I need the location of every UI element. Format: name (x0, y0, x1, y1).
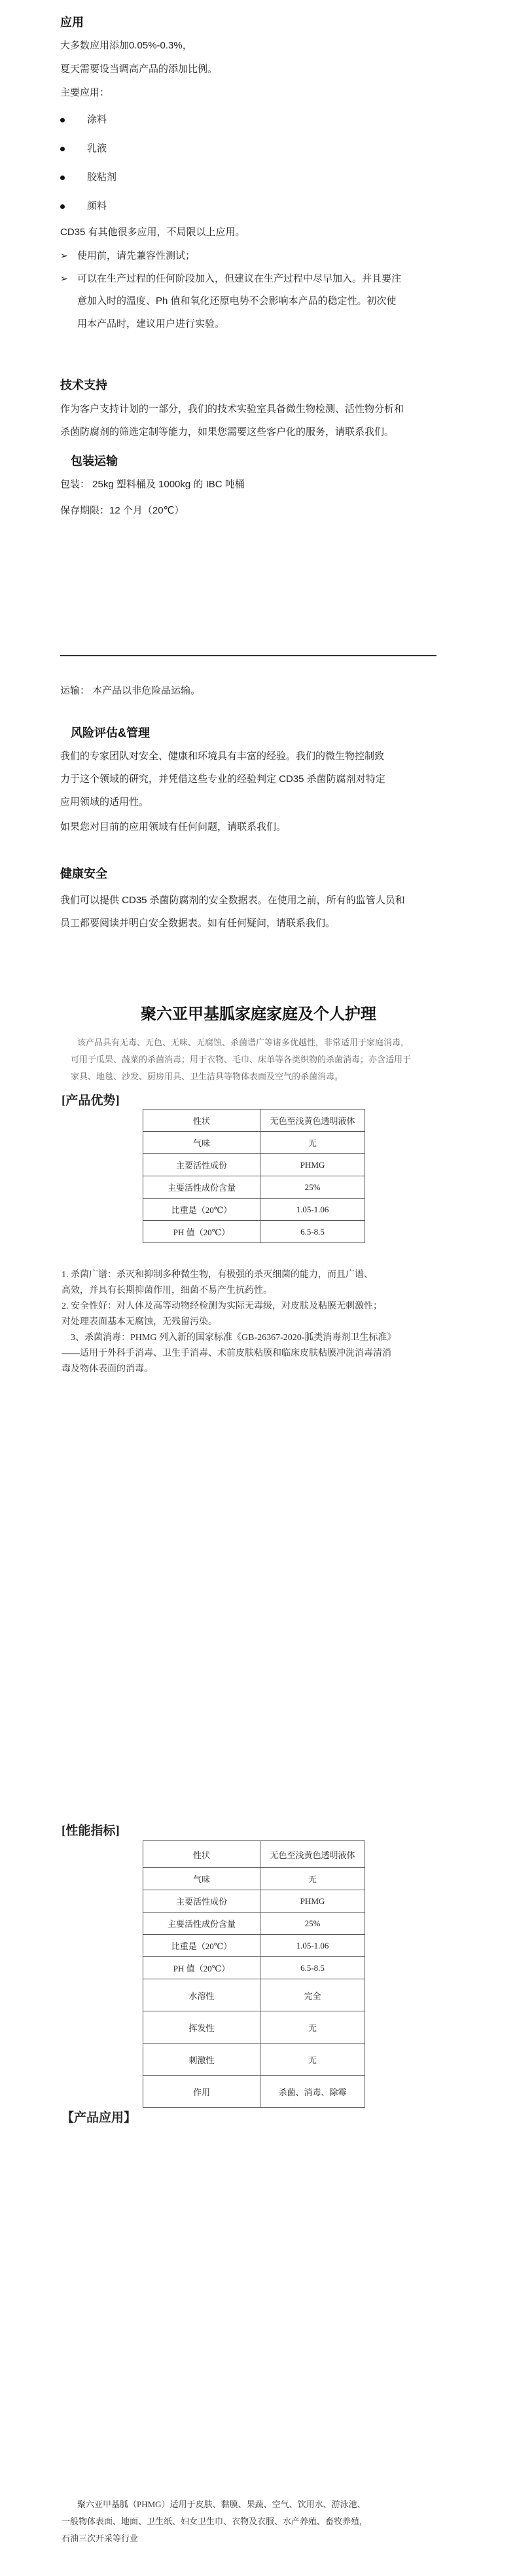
tech-support-title: 技术支持 (60, 379, 107, 392)
application-item: 乳液 (60, 139, 107, 159)
product-application-label: 【产品应用】 (62, 2111, 137, 2125)
advantage-2: 2. 安全性好：对人体及高等动物经检测为实际无毒级，对皮肤及粘膜无刺激性； (62, 1301, 382, 1311)
phmg-intro: 可用于瓜果、蔬菜的杀菌消毒；用于衣物、毛巾、床单等各类织物的杀菌消毒；亦含适用于 (71, 1055, 412, 1064)
table-row: 比重是（20℃） 1.05-1.06 (143, 1199, 365, 1221)
spec-table-2 (143, 1840, 365, 2108)
advantage-3-cont: ——适用于外科手消毒、卫生手消毒、术前皮肤粘膜和临床皮肤粘膜冲洗消毒清消 (62, 1349, 391, 1358)
bullet-icon (60, 176, 65, 180)
risk-text: 应用领域的适用性。 (60, 796, 149, 808)
phmg-title: 聚六亚甲基胍家庭家庭及个人护理 (141, 1006, 376, 1023)
table-row: 刺激性 无 (143, 2044, 365, 2076)
product-application-text: 聚六亚甲基胍（PHMG）适用于皮肤、黏膜、果蔬、空气、饮用水、游泳池、 (77, 2499, 366, 2509)
table-row: 作用 杀菌、消毒、除霉 (143, 2076, 365, 2108)
application-item: 胶粘剂 (60, 168, 116, 187)
shelf-life-text: 保存期限：12 个月（20℃） (60, 505, 185, 516)
application-item: 涂料 (60, 110, 107, 130)
divider (60, 655, 437, 656)
bullet-icon (60, 118, 65, 122)
advantage-3-cont: 毒及物体表面的消毒。 (62, 1364, 153, 1374)
table-row: 气味 无 (143, 1132, 365, 1154)
advantage-3: 3、杀菌消毒：PHMG 列入新的国家标准《GB-26367-2020-胍类消毒剂卫生标准》 (71, 1333, 397, 1343)
table-row: 性状 无色至浅黄色透明液体 (143, 1841, 365, 1868)
application-title: 应用 (60, 16, 84, 29)
table-row: 主要活性成份 PHMG (143, 1890, 365, 1913)
arrow-bullet-icon: ➢ (60, 273, 68, 284)
table-row: PH 值（20℃） 6.5-8.5 (143, 1221, 365, 1243)
advantage-1-cont: 高效，并具有长期抑菌作用，细菌不易产生抗药性。 (62, 1286, 272, 1296)
transport-text: 运输： 本产品以非危险品运输。 (60, 685, 201, 696)
table-row: 气味 无 (143, 1868, 365, 1890)
health-title: 健康安全 (60, 867, 107, 880)
product-application-text: 石油三次开采等行业 (62, 2533, 139, 2543)
table-row: 性状 无色至浅黄色透明液体 (143, 1110, 365, 1132)
phmg-intro: 家具、地毯、沙发、厨房用具、卫生洁具等物体表面及空气的杀菌消毒。 (71, 1072, 344, 1081)
bullet-icon (60, 204, 65, 209)
usage-note-2-cont: 意加入时的温度、Ph 值和氧化还原电势不会影响本产品的稳定性。初次使 (77, 295, 397, 307)
main-application-label: 主要应用： (60, 87, 110, 98)
table-row: 主要活性成份 PHMG (143, 1154, 365, 1176)
other-applications-text: CD35 有其他很多应用，不局限以上应用。 (60, 227, 245, 238)
dosage-note: 夏天需要设当调高产品的添加比例。 (60, 64, 218, 75)
phmg-intro: 该产品具有无毒、无色、无味、无腐蚀、杀菌谱广等诸多优越性，非常适用于家庭消毒， (77, 1037, 410, 1047)
packaging-title: 包装运输 (71, 455, 118, 468)
spec-table-1 (143, 1109, 365, 1243)
health-text: 我们可以提供 CD35 杀菌防腐剂的安全数据表。在使用之前，所有的监管人员和 (60, 895, 405, 906)
table-row: 比重是（20℃） 1.05-1.06 (143, 1935, 365, 1957)
packaging-text: 包装： 25kg 塑料桶及 1000kg 的 IBC 吨桶 (60, 479, 245, 490)
risk-text: 我们的专家团队对安全、健康和环境具有丰富的经验。我们的微生物控制致 (60, 751, 385, 762)
risk-text: 力于这个领域的研究，并凭借这些专业的经验判定 CD35 杀菌防腐剂对特定 (60, 774, 385, 785)
advantage-2-cont: 对处理表面基本无腐蚀，无残留污染。 (62, 1317, 217, 1327)
table-row: PH 值（20℃） 6.5-8.5 (143, 1957, 365, 1979)
table-row: 水溶性 完全 (143, 1979, 365, 2011)
risk-text: 如果您对目前的应用领域有任何问题，请联系我们。 (60, 821, 287, 832)
advantage-1: 1. 杀菌广谱：杀灭和抑制多种微生物，有极强的杀灭细菌的能力，而且广谱、 (62, 1270, 373, 1280)
health-text: 员工都要阅读并明白安全数据表。如有任何疑问，请联系我们。 (60, 918, 336, 929)
tech-support-text: 杀菌防腐剂的筛选定制等能力，如果您需要这些客户化的服务，请联系我们。 (60, 426, 395, 438)
bullet-icon (60, 147, 65, 151)
table-row: 主要活性成份含量 25% (143, 1176, 365, 1199)
arrow-bullet-icon: ➢ (60, 250, 68, 261)
table-row: 挥发性 无 (143, 2011, 365, 2044)
performance-label: [性能指标] (62, 1824, 120, 1838)
usage-note-1: ➢ 使用前，请先兼容性测试； (60, 246, 195, 266)
usage-note-2: ➢ 可以在生产过程的任何阶段加入，但建议在生产过程中尽早加入。并且要注 (60, 269, 401, 289)
risk-title: 风险评估&管理 (71, 726, 150, 739)
tech-support-text: 作为客户支持计划的一部分，我们的技术实验室具备微生物检测、活性物分析和 (60, 403, 404, 415)
application-item: 颜料 (60, 196, 107, 216)
product-application-text: 一般物体表面、地面、卫生纸、妇女卫生巾、衣物及衣服、水产养殖、畜牧养殖， (62, 2516, 368, 2526)
dosage-text: 大多数应用添加0.05%-0.3%， (60, 40, 192, 51)
usage-note-2-cont: 用本产品时，建议用户进行实验。 (77, 318, 225, 329)
advantages-label: [产品优势] (62, 1094, 120, 1108)
table-row: 主要活性成份含量 25% (143, 1913, 365, 1935)
